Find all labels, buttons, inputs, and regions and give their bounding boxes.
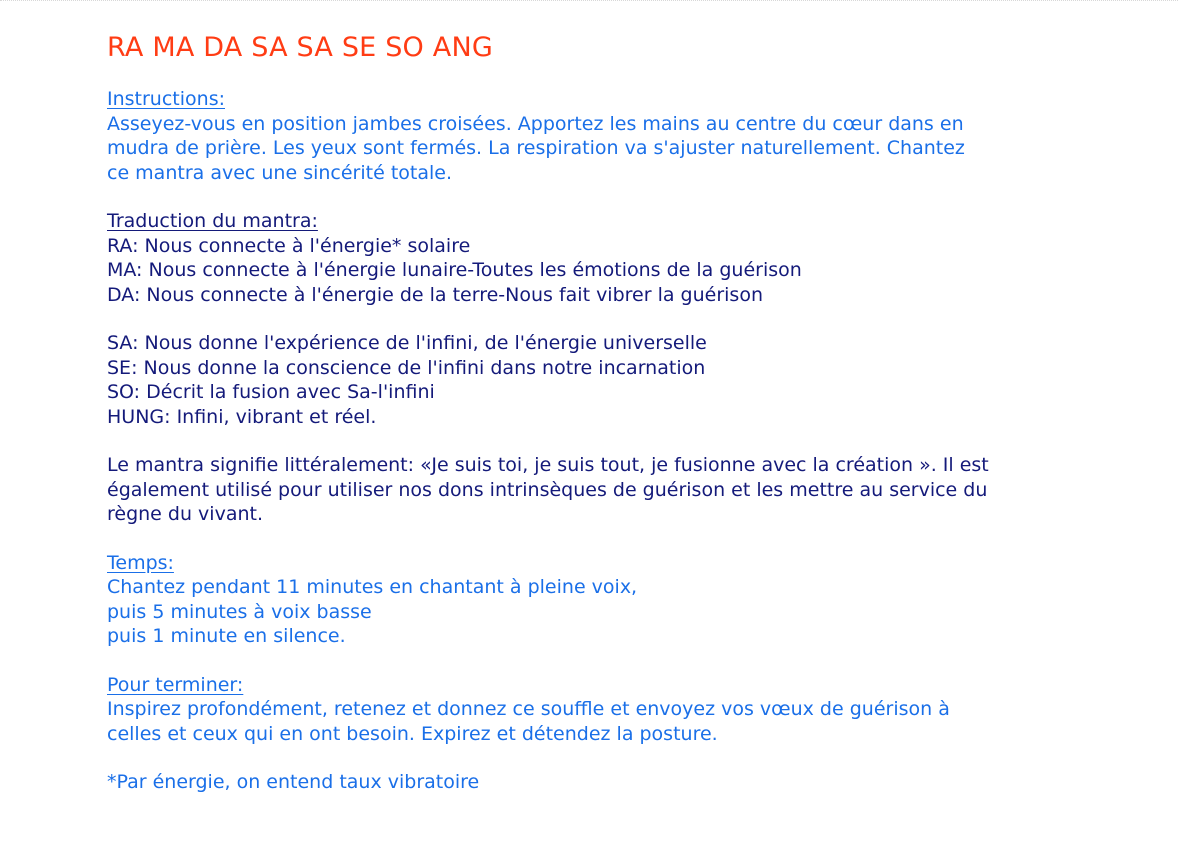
footnote-section (107, 770, 1107, 795)
time-line: puis 5 minutes à voix basse (107, 600, 372, 623)
time-section (107, 551, 1107, 649)
translation-heading: Traduction du mantra: (107, 210, 318, 232)
meaning-line: règne du vivant. (107, 503, 263, 525)
time-line: Chantez pendant 11 minutes en chantant à pleine voix, (107, 576, 638, 598)
instructions-heading: Instructions: (107, 88, 225, 110)
page-title: RA MA DA SA SA SE SO ANG (107, 32, 493, 63)
document-content (107, 31, 1107, 819)
translation-line-ma: MA: Nous connecte à l'énergie lunaire-Toutes les émotions de la guérison (107, 259, 802, 281)
instructions-section (107, 87, 1107, 185)
meaning-line: également utilisé pour utiliser nos dons intrinsèques de guérison et les mettre au service du (107, 478, 988, 501)
meaning-paragraph (107, 453, 1107, 527)
translation-line-se: SE: Nous donne la conscience de l'infini dans notre incarnation (107, 356, 706, 379)
instructions-line: mudra de prière. Les yeux sont fermés. La respiration va s'ajuster naturellement. Chantez (107, 137, 965, 159)
ending-section (107, 673, 1107, 747)
meaning-line: Le mantra signifie littéralement: «Je suis toi, je suis tout, je fusionne avec la création ». Il est (107, 454, 989, 476)
instructions-line: Asseyez-vous en position jambes croisées. Apportez les mains au centre du cœur dans en (107, 112, 964, 135)
footnote: *Par énergie, on entend taux vibratoire (107, 771, 480, 793)
ending-line: Inspirez profondément, retenez et donnez ce souffle et envoyez vos vœux de guérison à (107, 698, 950, 720)
ending-line: celles et ceux qui en ont besoin. Expirez et détendez la posture. (107, 722, 718, 745)
translation-line-hung: HUNG: Infini, vibrant et réel. (107, 405, 377, 428)
instructions-line: ce mantra avec une sincérité totale. (107, 161, 452, 184)
time-heading: Temps: (107, 551, 174, 574)
translation-line-sa: SA: Nous donne l'expérience de l'infini, de l'énergie universelle (107, 332, 707, 354)
time-line: puis 1 minute en silence. (107, 625, 346, 647)
translation-section (107, 209, 1107, 307)
ending-heading: Pour terminer: (107, 673, 244, 696)
translation-line-ra: RA: Nous connecte à l'énergie* solaire (107, 234, 471, 257)
translation-line-da: DA: Nous connecte à l'énergie de la terre-Nous fait vibrer la guérison (107, 283, 763, 306)
translation-line-so: SO: Décrit la fusion avec Sa-l'infini (107, 381, 435, 403)
translation-section-2 (107, 331, 1107, 429)
